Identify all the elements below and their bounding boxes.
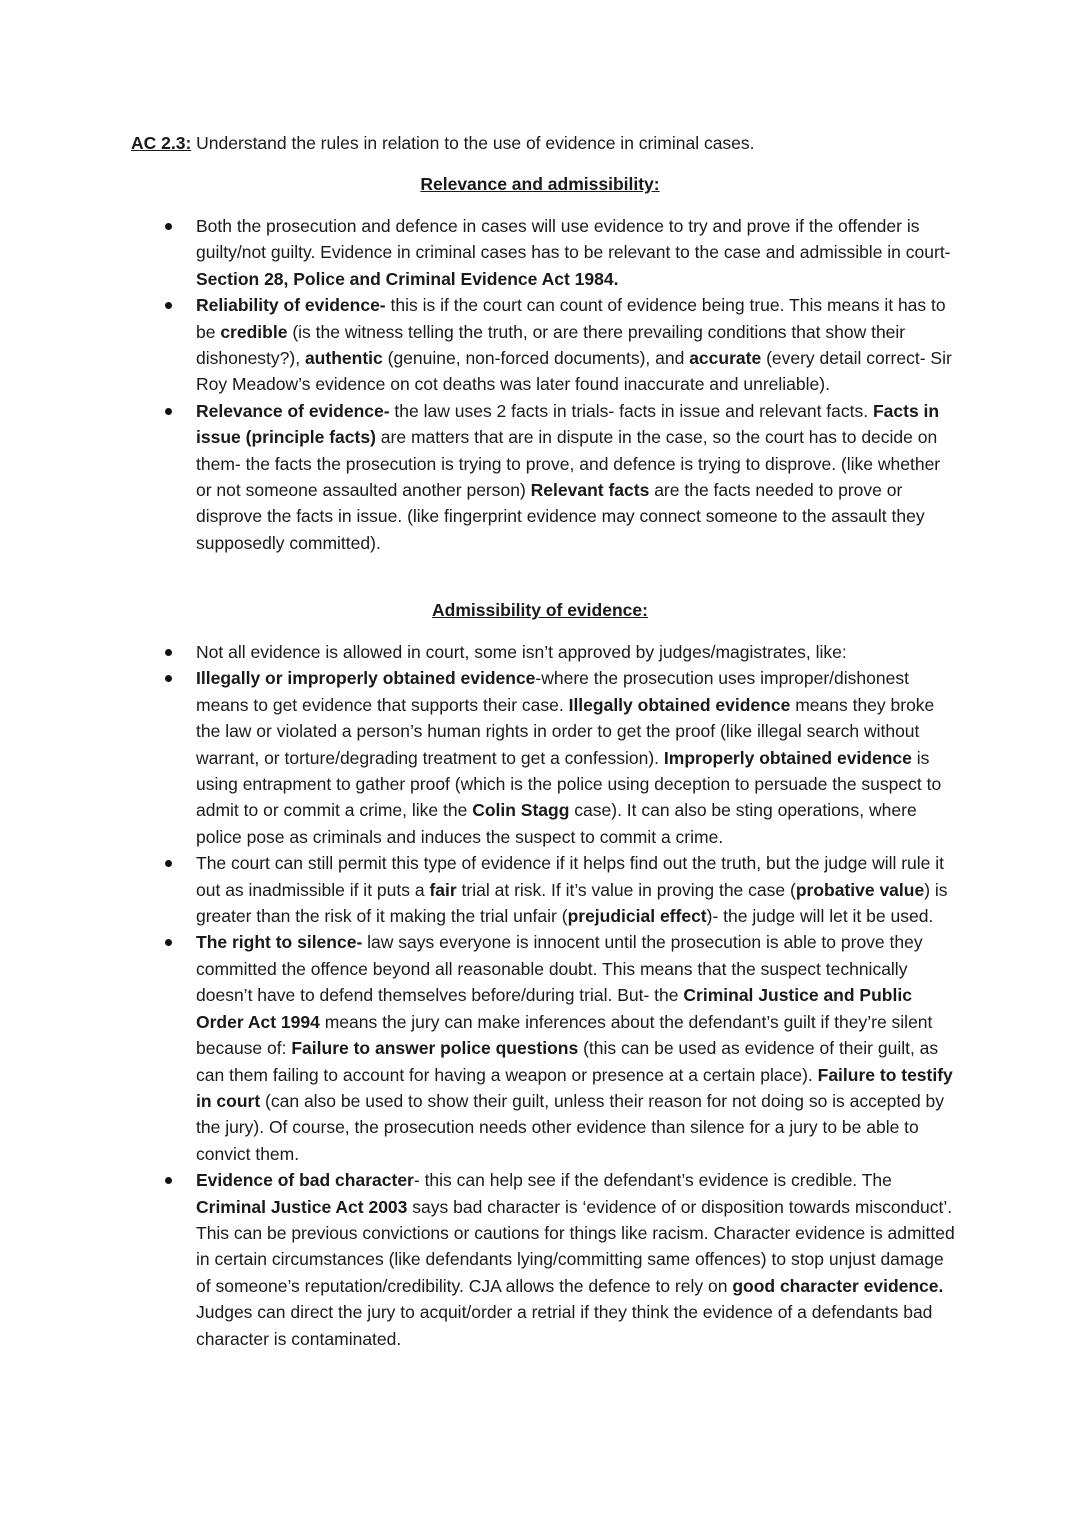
- text-run: the law uses 2 facts in trials- facts in issue and relevant facts.: [389, 400, 873, 421]
- bold-term: Failure to answer police questions: [291, 1038, 579, 1059]
- bold-term: probative value: [795, 879, 925, 900]
- bold-term: Illegally or improperly obtained evidence: [196, 668, 536, 689]
- text-run: (is the witness telling the truth, or are there prevailing conditions that show their dishonesty?),: [196, 321, 906, 369]
- text-run: law says everyone is innocent until the prosecution is able to prove they committed the offence beyond all reasonable doubt. This means that the suspect technically doesn’t have to defend themselves before/during trial. But- the: [196, 932, 923, 1006]
- bold-term: Criminal Justice Act 2003: [196, 1196, 408, 1217]
- text-run: this is if the court can count of evidence being true. This means it has to be: [196, 295, 946, 342]
- text-run: (genuine, non-forced documents), and: [382, 348, 690, 369]
- bold-term: credible: [220, 321, 288, 342]
- text-run: )- the judge will let it be used.: [706, 906, 934, 927]
- text-run: Not all evidence is allowed in court, some isn’t approved by judges/magistrates, like:: [196, 642, 847, 662]
- list-item: [196, 850, 956, 929]
- bold-term: Reliability of evidence-: [196, 295, 386, 316]
- section-title-admissibility: Admissibility of evidence:: [432, 600, 648, 620]
- text-run: Judges can direct the jury to acquit/order a retrial if they think the evidence of a defendants bad character is contaminated.: [196, 1302, 933, 1349]
- bold-term: Evidence of bad character: [196, 1170, 414, 1191]
- bold-term: Criminal Justice and Public Order Act 1994: [196, 985, 912, 1032]
- text-run: Both the prosecution and defence in cases will use evidence to try and prove if the offender is guilty/not guilty. Evidence in criminal cases has to be relevant to the case and admissible in court-: [196, 216, 951, 263]
- bold-term: authentic: [304, 348, 383, 369]
- bold-term: Relevance of evidence-: [196, 400, 390, 421]
- bold-term: Illegally obtained evidence: [568, 694, 791, 715]
- bold-term: prejudicial effect: [567, 906, 707, 927]
- list-item: [196, 292, 956, 398]
- list-item: [196, 929, 956, 1167]
- bold-term: good character evidence.: [732, 1275, 944, 1296]
- bold-term: Facts in issue (principle facts): [196, 400, 940, 448]
- bold-term: Relevant facts: [530, 480, 650, 501]
- text-run: are the facts needed to prove or disprove the facts in issue. (like fingerprint evidence may connect someone to the assault they supposedly committed).: [196, 480, 925, 553]
- list-item: [196, 665, 956, 850]
- text-run: (can also be used to show their guilt, unless their reason for not doing so is accepted by the jury). Of course, the prosecution needs other evidence than silence for a jury to be able to convict them.: [196, 1090, 945, 1164]
- list-item: [196, 1167, 956, 1352]
- text-run: - this can help see if the defendant’s evidence is credible. The: [413, 1170, 892, 1191]
- admissibility-list: [196, 639, 956, 1352]
- text-run: -where the prosecution uses improper/dishonest means to get evidence that supports their case.: [196, 668, 909, 715]
- bold-term: Failure to testify in court: [196, 1064, 953, 1111]
- bold-term: Section 28, Police and Criminal Evidence Act 1984.: [196, 268, 619, 289]
- text-run: (every detail correct- Sir Roy Meadow’s evidence on cot deaths was later found inaccurate and unreliable).: [196, 348, 952, 395]
- text-run: is using entrapment to gather proof (which is the police using deception to persuade the suspect to admit to or commit a crime, like the: [196, 747, 942, 821]
- criterion-text: Understand the rules in relation to the use of evidence in criminal cases.: [191, 133, 755, 153]
- text-run: means they broke the law or violated a person’s human rights in order to get the proof (like illegal search without warrant, or torture/degrading treatment to get a confession).: [196, 694, 935, 768]
- bold-term: fair: [429, 879, 457, 900]
- list-item: [196, 213, 956, 292]
- bold-term: Improperly obtained evidence: [663, 747, 912, 768]
- criterion-heading: [131, 131, 755, 155]
- text-run: The court can still permit this type of evidence if it helps find out the truth, but the judge will rule it out as inadmissible if it puts a: [196, 853, 945, 900]
- bold-term: accurate: [689, 348, 762, 369]
- text-run: trial at risk. If it’s value in proving the case (: [456, 879, 796, 900]
- text-run: (this can be used as evidence of their guilt, as can them failing to account for having a weapon or presence at a certain place).: [196, 1038, 939, 1085]
- text-run: says bad character is ‘evidence of or disposition towards misconduct’. This can be previous convictions or cautions for things like racism. Character evidence is admitted in certain circumstances (like defendants lying/committing same offences) to stop unjust damage of someone’s reputation/credibility. CJA allows the defence to rely on: [196, 1196, 955, 1296]
- section-title-relevance: Relevance and admissibility:: [420, 174, 660, 194]
- bold-term: The right to silence-: [196, 932, 363, 953]
- list-item: [196, 639, 956, 665]
- text-run: ) is greater than the risk of it making the trial unfair (: [196, 879, 948, 927]
- text-run: are matters that are in dispute in the case, so the court has to decide on them- the facts the prosecution is trying to prove, and defence is trying to disprove. (like whether or not someone assaulted another person): [196, 427, 941, 501]
- text-run: case). It can also be sting operations, where police pose as criminals and induces the suspect to commit a crime.: [196, 800, 917, 847]
- criterion-code: AC 2.3:: [131, 133, 192, 153]
- bold-term: Colin Stagg: [472, 800, 570, 821]
- list-item: [196, 398, 956, 556]
- relevance-list: [196, 213, 956, 556]
- text-run: means the jury can make inferences about the defendant’s guilt if they’re silent because of:: [196, 1011, 933, 1059]
